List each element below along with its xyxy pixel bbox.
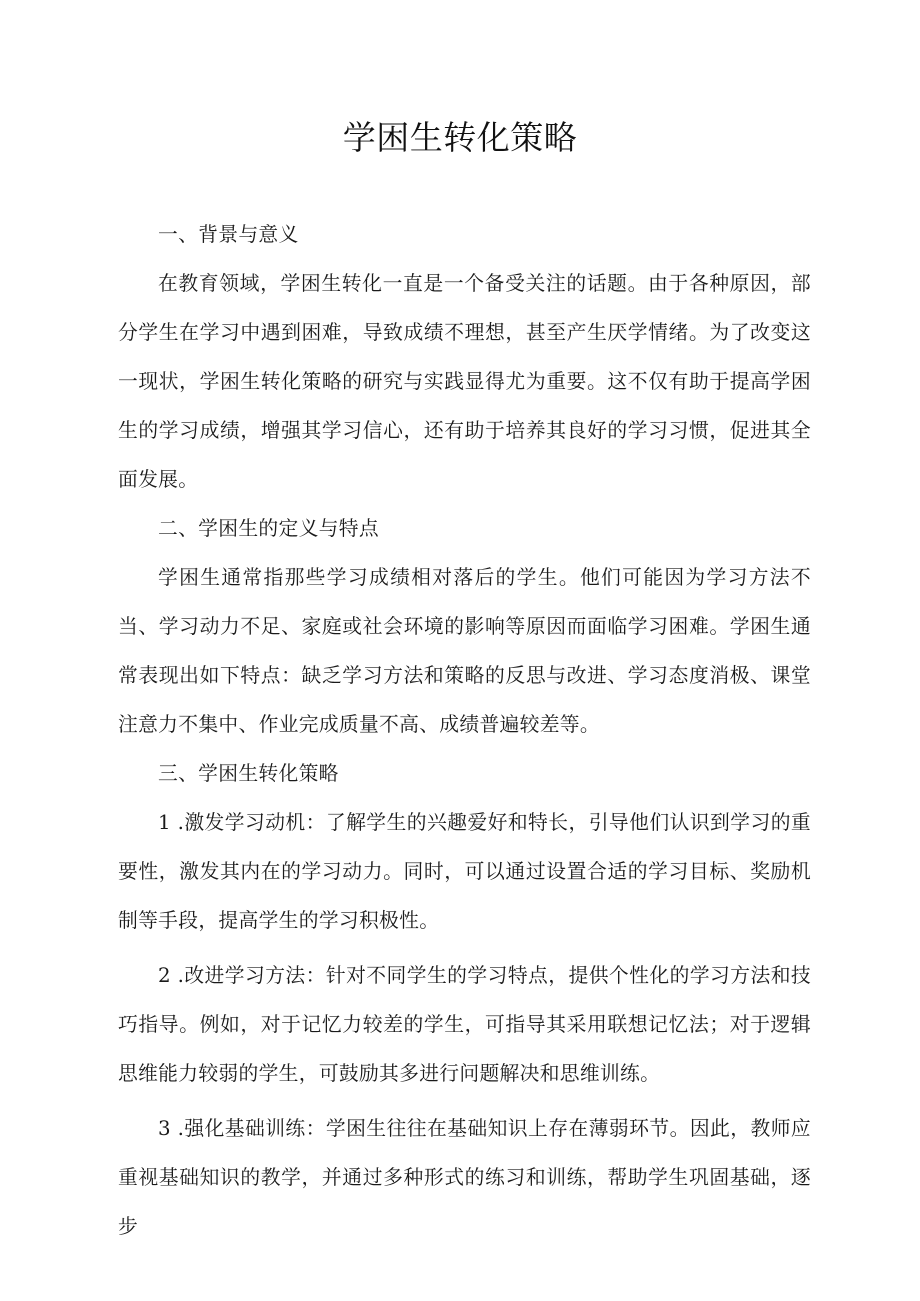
- document-title: 学困生转化策略: [342, 118, 578, 157]
- strategy-item-2: 2 .改进学习方法：针对不同学生的学习特点，提供个性化的学习方法和技巧指导。例如，对于记忆力较差的学生，可指导其采用联想记忆法；对于逻辑思维能力较弱的学生，可鼓励其多进行问题解决和思维训练。: [118, 964, 811, 1085]
- strategy-item-1: 1 .激发学习动机：了解学生的兴趣爱好和特长，引导他们认识到学习的重要性，激发其内在的学习动力。同时，可以通过设置合适的学习目标、奖励机制等手段，提高学生的学习积极性。: [118, 811, 811, 932]
- section-3-heading: 三、学困生转化策略: [158, 762, 339, 785]
- section-1-heading: 一、背景与意义: [158, 223, 299, 246]
- section-2-heading: 二、学困生的定义与特点: [158, 517, 379, 540]
- section-2-paragraph: 学困生通常指那些学习成绩相对落后的学生。他们可能因为学习方法不当、学习动力不足、家庭或社会环境的影响等原因而面临学习困难。学困生通常表现出如下特点：缺乏学习方法和策略的反思与改进、学习态度消极、课堂注意力不集中、作业完成质量不高、成绩普遍较差等。: [118, 566, 811, 736]
- strategy-item-3: 3 .强化基础训练：学困生往往在基础知识上存在薄弱环节。因此，教师应重视基础知识的教学，并通过多种形式的练习和训练，帮助学生巩固基础，逐步: [118, 1117, 811, 1238]
- section-1-paragraph: 在教育领域，学困生转化一直是一个备受关注的话题。由于各种原因，部分学生在学习中遇到困难，导致成绩不理想，甚至产生厌学情绪。为了改变这一现状，学困生转化策略的研究与实践显得尤为重要。这不仅有助于提高学困生的学习成绩，增强其学习信心，还有助于培养其良好的学习习惯，促进其全面发展。: [118, 272, 811, 491]
- document-body: [118, 210, 811, 1251]
